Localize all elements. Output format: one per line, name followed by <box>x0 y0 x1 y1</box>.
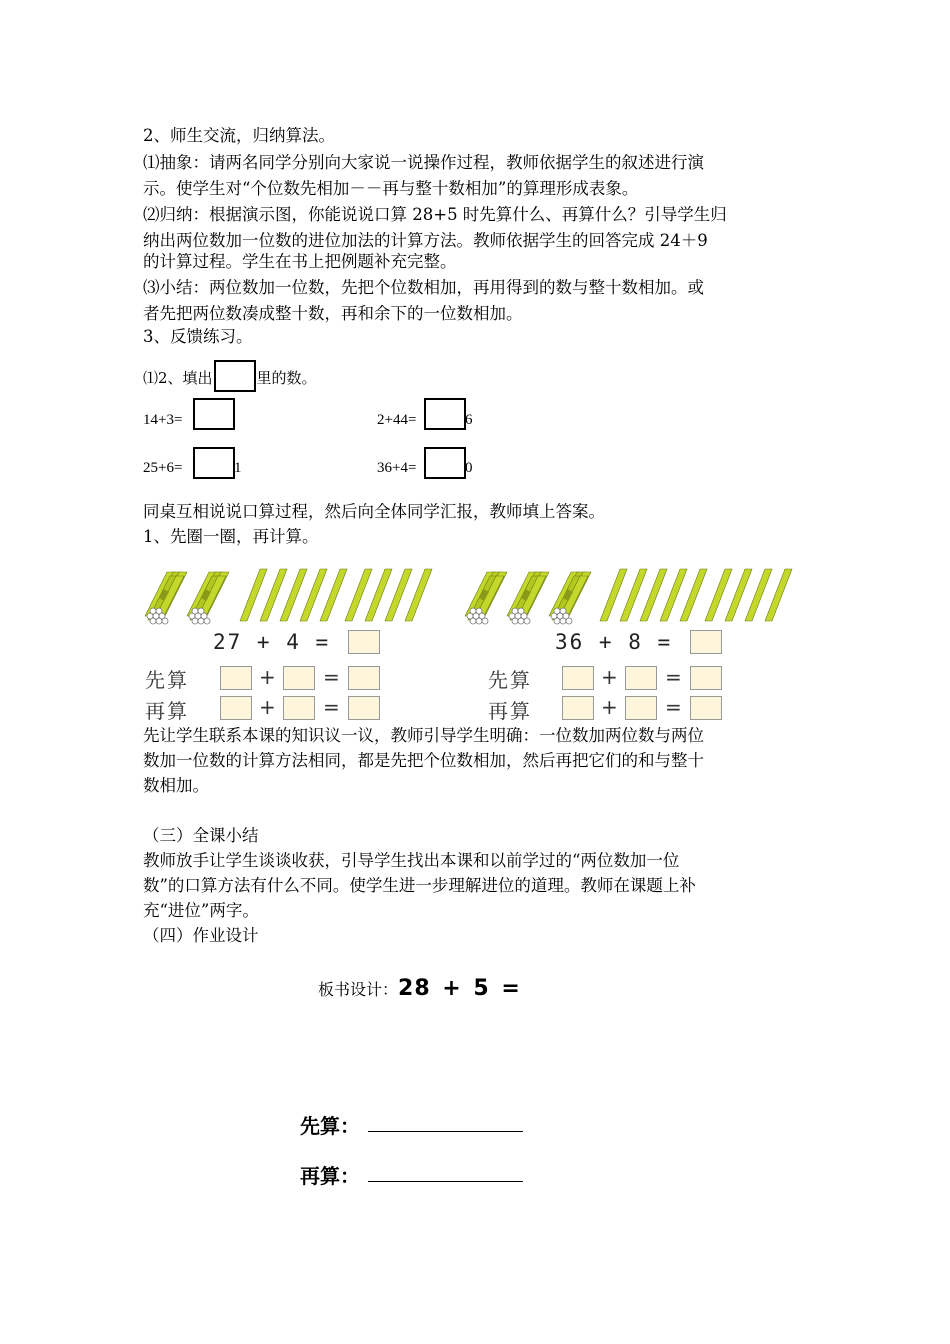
left-expression: 27 + 4 = <box>213 630 331 654</box>
then-step-label: 再算 <box>488 699 532 723</box>
equals-sign: = <box>665 665 682 689</box>
text-line: 纳出两位数加一位数的进位加法的计算方法。教师依据学生的回答完成 24＋9 <box>143 231 708 250</box>
answer-box[interactable] <box>562 696 594 720</box>
answer-box[interactable] <box>193 398 235 430</box>
answer-box[interactable] <box>562 666 594 690</box>
text-line: 先让学生联系本课的知识议一议，教师引导学生明确：一位数加两位数与两位 <box>143 726 704 745</box>
answer-box[interactable] <box>220 666 252 690</box>
text-line: ⑶小结：两位数加一位数，先把个位数相加，再用得到的数与整十数相加。或 <box>143 278 704 297</box>
text-line: 充“进位”两字。 <box>143 901 259 920</box>
plus-sign: + <box>601 665 618 689</box>
text-line: 1、先圈一圈，再计算。 <box>143 527 319 546</box>
text-line: ⑴抽象：请两名同学分别向大家说一说操作过程，教师依据学生的叙述进行演 <box>143 153 704 172</box>
answer-box[interactable] <box>625 666 657 690</box>
fill-instruction-suffix: 里的数。 <box>256 369 317 387</box>
answer-box[interactable] <box>193 447 235 479</box>
text-line: 者先把两位数凑成整十数，再和余下的一位数相加。 <box>143 304 523 323</box>
blank-line[interactable] <box>368 1160 523 1182</box>
fill-item-label: 2+44= <box>377 412 417 428</box>
answer-box[interactable] <box>690 696 722 720</box>
answer-box[interactable] <box>424 398 466 430</box>
answer-box[interactable] <box>690 666 722 690</box>
board-expression: 28 + 5 = <box>398 976 521 1001</box>
answer-box[interactable] <box>625 696 657 720</box>
answer-box[interactable] <box>348 630 380 654</box>
equals-sign: = <box>323 665 340 689</box>
plus-sign: + <box>259 695 276 719</box>
plus-sign: + <box>601 695 618 719</box>
fill-item-label: 25+6= <box>143 460 183 476</box>
text-line: 教师放手让学生谈谈收获，引导学生找出本课和以前学过的“两位数加一位 <box>143 851 680 870</box>
fill-item-suffix: 0 <box>465 460 473 476</box>
fill-item-suffix: 1 <box>234 460 242 476</box>
blank-box-sample <box>214 360 256 392</box>
fill-instruction-prefix: ⑴2、填出 <box>143 369 213 387</box>
answer-box[interactable] <box>424 447 466 479</box>
text-line: 数相加。 <box>143 776 209 795</box>
text-line: 2、师生交流，归纳算法。 <box>143 126 335 145</box>
text-line: 数”的口算方法有什么不同。使学生进一步理解进位的道理。教师在课题上补 <box>143 876 696 895</box>
right-expression: 36 + 8 = <box>555 630 673 654</box>
first-step-label: 先算 <box>145 668 189 692</box>
answer-box[interactable] <box>283 696 315 720</box>
section-heading: （四）作业设计 <box>143 926 259 945</box>
equals-sign: = <box>323 695 340 719</box>
text-line: ⑵归纳：根据演示图，你能说说口算 28+5 时先算什么、再算什么？引导学生归 <box>143 205 727 224</box>
text-line: 3、反馈练习。 <box>143 327 253 346</box>
board-design <box>318 976 521 1001</box>
fill-instruction <box>143 360 317 392</box>
fill-item-label: 14+3= <box>143 412 183 428</box>
blank-line[interactable] <box>368 1110 523 1132</box>
counting-sticks-illustration <box>140 565 820 625</box>
board-then-step-label: 再算： <box>300 1164 360 1188</box>
text-line: 示。使学生对“个位数先相加－－再与整十数相加”的算理形成表象。 <box>143 179 639 198</box>
fill-item-label: 36+4= <box>377 460 417 476</box>
answer-box[interactable] <box>283 666 315 690</box>
answer-box[interactable] <box>690 630 722 654</box>
plus-sign: + <box>259 665 276 689</box>
text-line: 数加一位数的计算方法相同，都是先把个位数相加，然后再把它们的和与整十 <box>143 751 704 770</box>
then-step-label: 再算 <box>145 699 189 723</box>
equals-sign: = <box>665 695 682 719</box>
first-step-label: 先算 <box>488 668 532 692</box>
answer-box[interactable] <box>348 696 380 720</box>
text-line: 的计算过程。学生在书上把例题补充完整。 <box>143 252 457 271</box>
board-first-step-label: 先算： <box>300 1114 360 1138</box>
section-heading: （三）全课小结 <box>143 826 259 845</box>
fill-item-suffix: 6 <box>465 412 473 428</box>
text-line: 同桌互相说说口算过程，然后向全体同学汇报，教师填上答案。 <box>143 502 605 521</box>
answer-box[interactable] <box>220 696 252 720</box>
answer-box[interactable] <box>348 666 380 690</box>
board-label: 板书设计： <box>318 980 399 999</box>
